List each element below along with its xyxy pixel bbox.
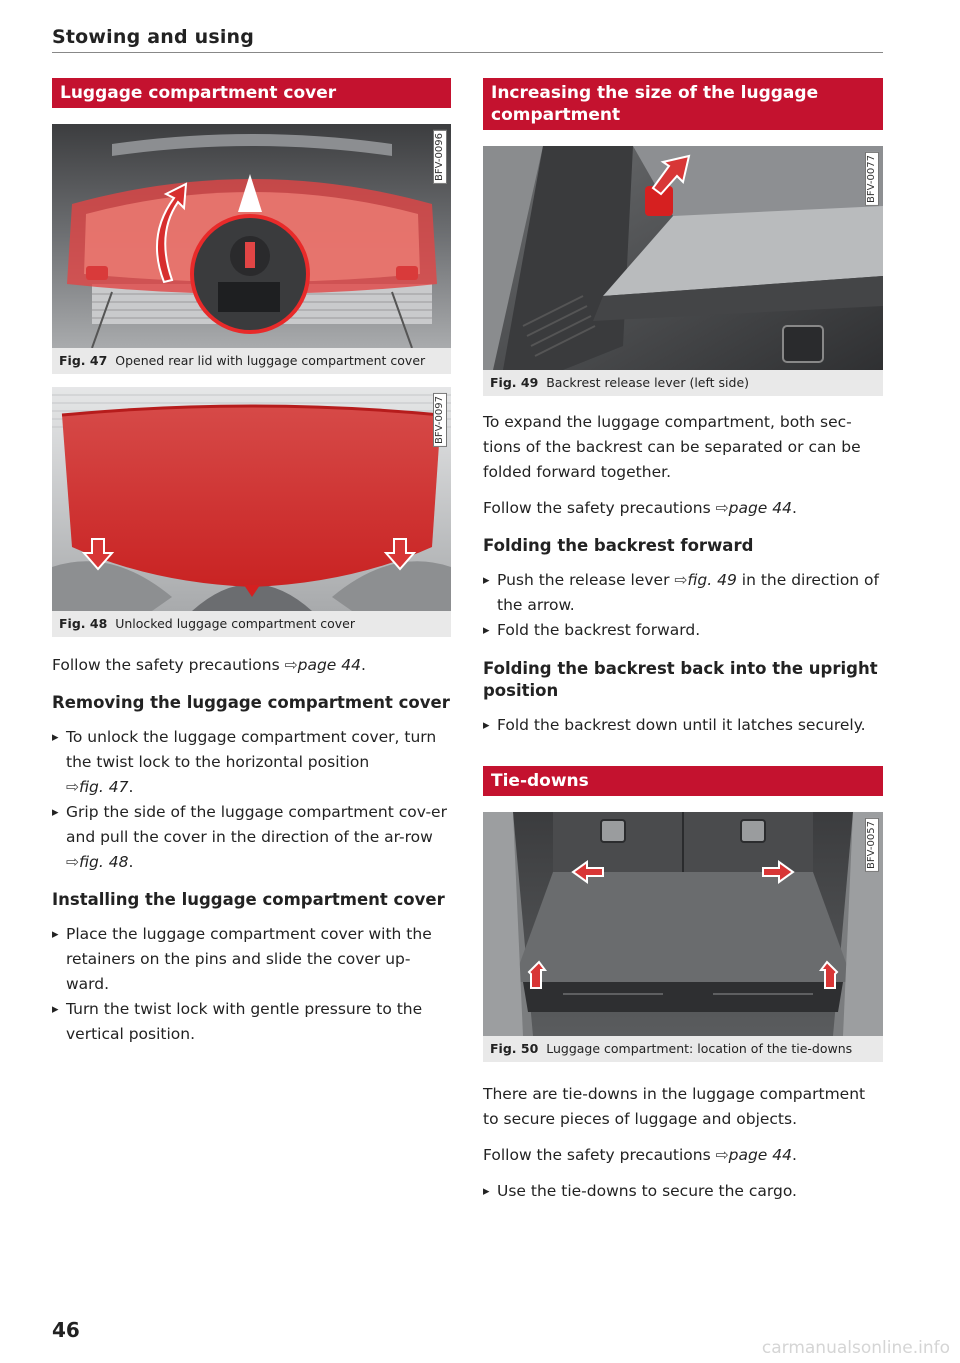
- tiedowns-steps: [483, 1179, 883, 1204]
- fold-forward-step-1-arrow: ⇨: [674, 571, 688, 589]
- fig48-label: Fig. 48: [59, 616, 108, 631]
- fold-forward-step-1-link[interactable]: fig. 49: [687, 571, 737, 589]
- removing-heading: Removing the luggage compartment cover: [52, 693, 450, 712]
- fig50-caption-text: Luggage compartment: location of the tie-downs: [546, 1041, 853, 1056]
- fig47-illustration: [52, 124, 451, 348]
- fig48-code: BFV-0097: [433, 393, 447, 447]
- tiedowns-safety-text: Follow the safety precautions: [483, 1146, 711, 1164]
- installing-heading: Installing the luggage compartment cover: [52, 890, 445, 909]
- page-number: 46: [52, 1318, 80, 1342]
- section-title-increase-size: Increasing the size of the luggage compartment: [483, 78, 883, 130]
- removing-step-2: ▸ Grip the side of the luggage compartment cov-er and pull the cover in the direction of the ar-row ⇨fig. 48.: [52, 800, 451, 875]
- fold-forward-step-1: [483, 568, 883, 618]
- figure-47: [52, 124, 451, 374]
- removing-step-1: ▸ To unlock the luggage compartment cover, turn the twist lock to the horizontal position ⇨fig. 47.: [52, 725, 451, 800]
- fig47-label: Fig. 47: [59, 353, 108, 368]
- fig50-caption: [483, 1036, 883, 1062]
- removing-step-2-arrow: ⇨: [66, 853, 79, 871]
- fig49-caption: [483, 370, 883, 396]
- fold-forward-steps: [483, 568, 883, 643]
- left-safety-text: Follow the safety precautions: [52, 656, 280, 674]
- fold-forward-step-2: ▸ Fold the backrest forward.: [483, 618, 883, 643]
- removing-step-1-text: To unlock the luggage compartment cover, turn the twist lock to the horizontal position: [66, 728, 437, 771]
- fold-back-steps: [483, 713, 883, 738]
- fold-back-heading: Folding the backrest back into the upright position: [483, 659, 878, 700]
- left-safety-note: Follow the safety precautions ⇨page 44.: [52, 656, 366, 674]
- section-title-tie-downs: Tie-downs: [483, 766, 883, 796]
- installing-step-2: ▸ Turn the twist lock with gentle pressure to the vertical position.: [52, 997, 451, 1047]
- right-safety-text: Follow the safety precautions: [483, 499, 711, 517]
- section-title-luggage-cover: Luggage compartment cover: [52, 78, 451, 108]
- installing-step-1: ▸ Place the luggage compartment cover with the retainers on the pins and slide the cover up-ward.: [52, 922, 451, 997]
- fig49-caption-text: Backrest release lever (left side): [546, 375, 750, 390]
- right-column: [483, 78, 883, 1204]
- installing-steps: [52, 922, 451, 1047]
- fig50-code: BFV-0057: [865, 818, 879, 872]
- fig49-code: BFV-0077: [865, 152, 879, 206]
- fig48-caption: [52, 611, 451, 637]
- fig48-illustration: [52, 387, 451, 611]
- fig49-label: Fig. 49: [490, 375, 539, 390]
- tiedowns-safety-link[interactable]: page 44: [728, 1146, 792, 1164]
- removing-step-1-link[interactable]: fig. 47: [79, 778, 129, 796]
- tiedowns-step-1: ▸ Use the tie-downs to secure the cargo.: [483, 1179, 883, 1204]
- right-safety-link[interactable]: page 44: [728, 499, 792, 517]
- fig50-label: Fig. 50: [490, 1041, 539, 1056]
- fold-forward-step-1-text: Push the release lever: [497, 571, 670, 589]
- fig48-caption-text: Unlocked luggage compartment cover: [115, 616, 355, 631]
- removing-step-2-link[interactable]: fig. 48: [79, 853, 129, 871]
- right-safety-note: Follow the safety precautions ⇨page 44.: [483, 499, 797, 517]
- removing-step-2-text: Grip the side of the luggage compartment cov-er and pull the cover in the direction of the ar-row: [66, 803, 447, 846]
- running-header: Stowing and using: [52, 26, 255, 48]
- fig47-caption: [52, 348, 451, 374]
- left-safety-link[interactable]: page 44: [297, 656, 361, 674]
- watermark: carmanualsonline.info: [761, 1338, 950, 1358]
- fold-forward-step-1-tail: in the direction of the arrow.: [497, 571, 879, 614]
- left-column: [52, 78, 451, 1047]
- fig49-illustration: [483, 146, 883, 370]
- fold-back-step-1: ▸ Fold the backrest down until it latches securely.: [483, 713, 883, 738]
- increase-intro: To expand the luggage compartment, both sec-tions of the backrest can be separated or can be folded forward together.: [483, 413, 861, 481]
- removing-steps: [52, 725, 451, 875]
- tiedowns-safety-arrow: ⇨: [715, 1146, 729, 1164]
- header-rule: [52, 52, 883, 53]
- figure-49: [483, 146, 883, 396]
- left-safety-arrow: ⇨: [284, 656, 298, 674]
- figure-48: [52, 387, 451, 637]
- figure-50: [483, 812, 883, 1062]
- tiedowns-intro: There are tie-downs in the luggage compartment to secure pieces of luggage and objects.: [483, 1085, 866, 1128]
- tiedowns-safety-note: Follow the safety precautions ⇨page 44.: [483, 1146, 797, 1164]
- fig47-code: BFV-0096: [433, 130, 447, 184]
- right-safety-arrow: ⇨: [715, 499, 729, 517]
- fig47-caption-text: Opened rear lid with luggage compartment cover: [115, 353, 426, 368]
- fold-forward-heading: Folding the backrest forward: [483, 536, 754, 555]
- removing-step-1-arrow: ⇨: [66, 778, 79, 796]
- fig50-illustration: [483, 812, 883, 1036]
